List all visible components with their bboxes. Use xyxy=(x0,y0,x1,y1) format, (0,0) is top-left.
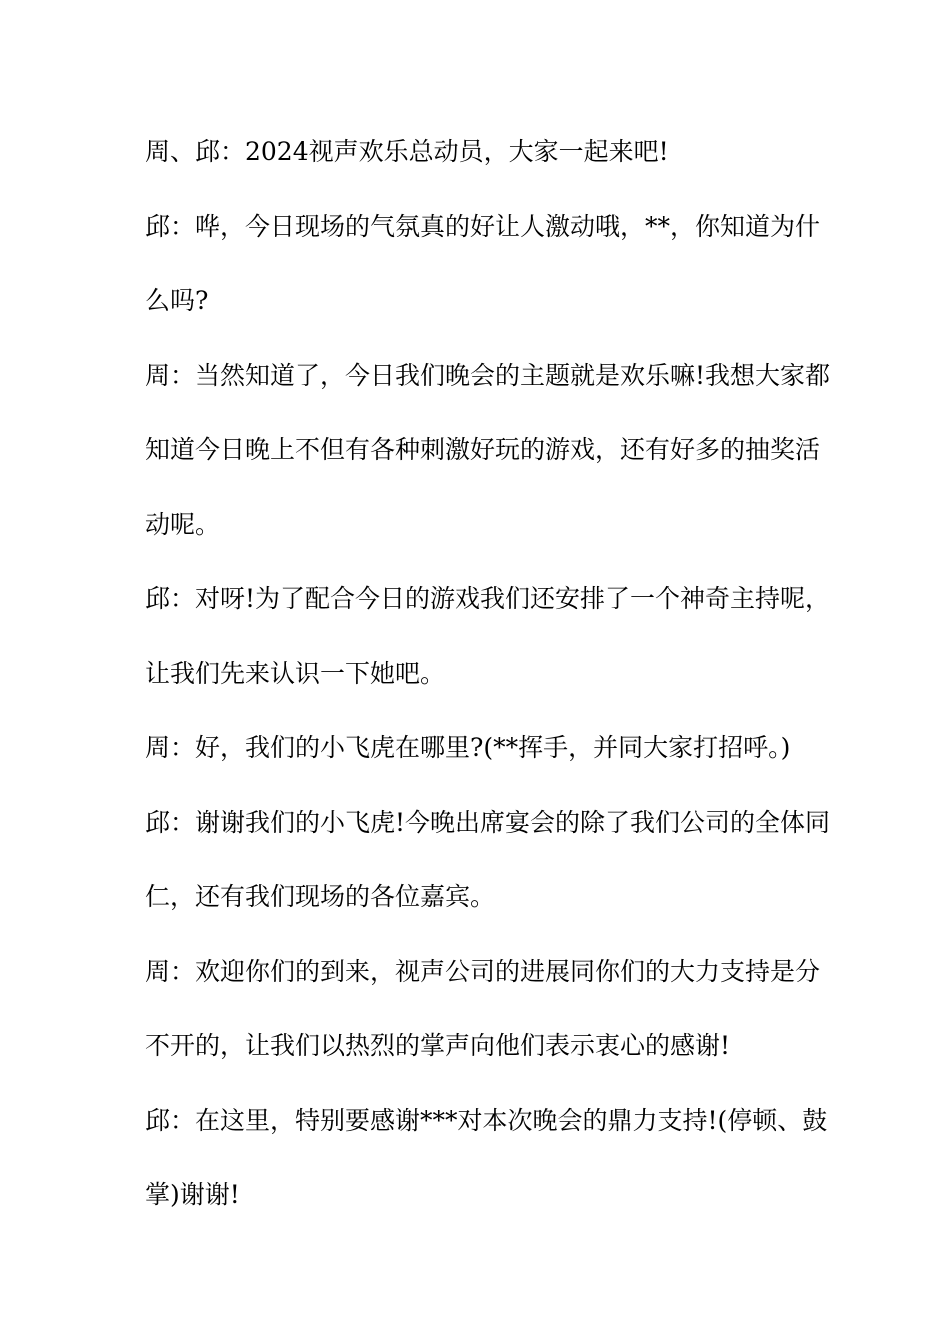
text-line: 邱：哗，今日现场的气氛真的好让人激动哦，**，你知道为什 xyxy=(145,211,821,241)
text-line: 知道今日晚上不但有各种刺激好玩的游戏，还有好多的抽奖活 xyxy=(145,435,821,464)
text-line: 不开的，让我们以热烈的掌声向他们表示衷心的感谢! xyxy=(145,1031,731,1060)
text-line: 周：当然知道了，今日我们晚会的主题就是欢乐嘛!我想大家都 xyxy=(145,360,831,390)
text-line: 邱：谢谢我们的小飞虎!今晚出席宴会的除了我们公司的全体同 xyxy=(145,807,831,837)
script-text-body xyxy=(145,132,831,1250)
text-line: 动呢。 xyxy=(145,509,221,539)
text-line: 掌)谢谢! xyxy=(145,1180,240,1209)
text-line: 邱：在这里，特别要感谢***对本次晚会的鼎力支持!(停顿、鼓 xyxy=(145,1105,828,1135)
text-line: 么吗? xyxy=(145,286,209,315)
text-line: 邱：对呀!为了配合今日的游戏我们还安排了一个神奇主持呢， xyxy=(145,584,831,613)
text-line: 周：好，我们的小飞虎在哪里?(**挥手，并同大家打招呼。) xyxy=(145,733,791,762)
text-line: 仁，还有我们现场的各位嘉宾。 xyxy=(145,882,496,911)
text-line: 让我们先来认识一下她吧。 xyxy=(145,658,446,688)
text-line: 周：欢迎你们的到来，视声公司的进展同你们的大力支持是分 xyxy=(145,956,821,986)
text-line: 周、邱：2024视声欢乐总动员，大家一起来吧! xyxy=(145,137,669,166)
